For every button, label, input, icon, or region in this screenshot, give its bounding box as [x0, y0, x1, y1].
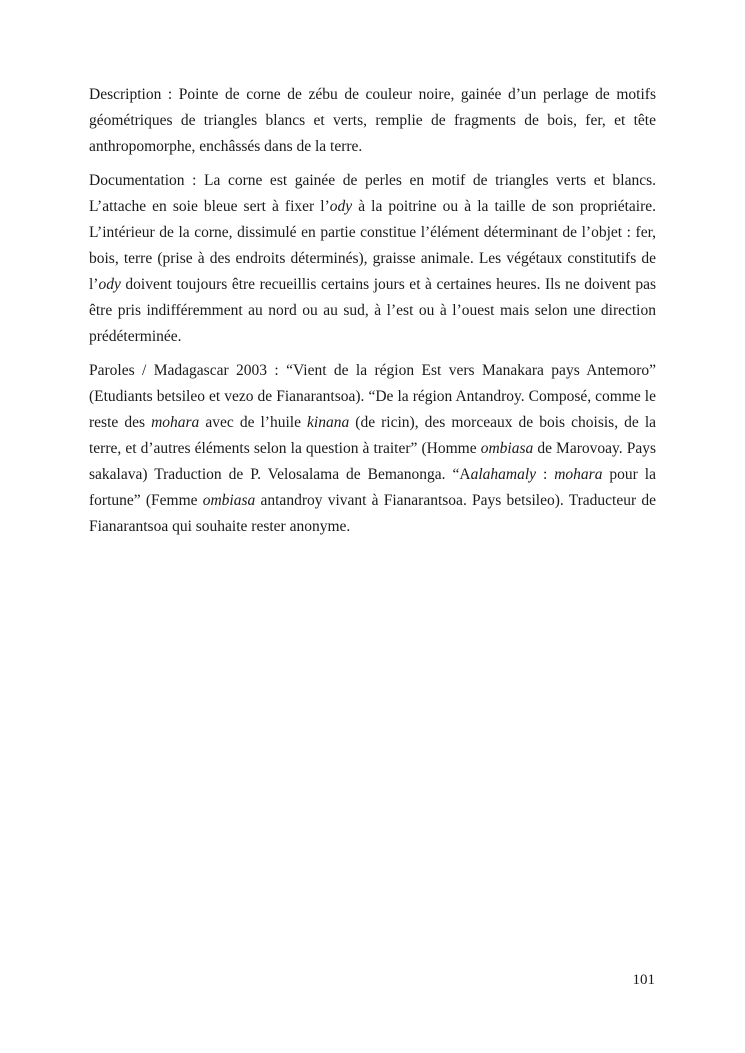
italic-term: alahamaly — [470, 466, 537, 483]
text-run: doivent toujours être recueillis certains jours et à certaines heures. Ils ne doivent pas être pris indifféremment au nord ou au sud, à l’est ou à l’ouest mais selon une direction prédéterminée. — [89, 276, 656, 345]
italic-term: kinana — [307, 414, 350, 431]
text-run: : — [536, 466, 555, 483]
italic-term: ombiasa — [480, 440, 534, 457]
text-run: de Marovoay. Pays sakalava) Traduction de P. Velosalama de Bemanonga. “A — [89, 440, 656, 483]
text-run: pour la fortune” (Femme — [89, 466, 656, 509]
paragraph-paroles — [89, 358, 656, 540]
text-run: (de ricin), des morceaux de bois choisis, de la terre, et d’autres éléments selon la question à traiter” (Homme — [89, 414, 657, 457]
page-number: 101 — [632, 972, 655, 988]
paragraph-documentation — [89, 168, 656, 350]
text-run: Description : Pointe de corne de zébu de couleur noire, gainée d’un perlage de motifs géométriques de triangles blancs et verts, remplie de fragments de bois, fer, et tête anthropomorphe, enchâssés dans de la terre. — [89, 86, 656, 155]
text-run: à la poitrine ou à la taille de son propriétaire. L’intérieur de la corne, dissimulé en partie constitue l’élément déterminant de l’objet : fer, bois, terre (prise à des endroits déterminés), graisse animale. Les végétaux constitutifs de l’ — [89, 198, 656, 293]
text-run: Paroles / Madagascar 2003 : “Vient de la région Est vers Manakara pays Antemoro” (Etudiants betsileo et vezo de Fianarantsoa). “De la région Antandroy. Composé, comme le reste des — [89, 362, 656, 431]
text-run: avec de l’huile — [199, 414, 308, 431]
document-body — [89, 82, 656, 548]
italic-term: ody — [98, 276, 121, 293]
text-run: antandroy vivant à Fianarantsoa. Pays betsileo). Traducteur de Fianarantsoa qui souhaite rester anonyme. — [89, 492, 656, 535]
italic-term: mohara — [151, 414, 200, 431]
paragraph-description — [89, 82, 656, 160]
text-run: Documentation : La corne est gainée de perles en motif de triangles verts et blancs. L’attache en soie bleue sert à fixer l’ — [89, 172, 656, 215]
italic-term: mohara — [554, 466, 603, 483]
italic-term: ody — [329, 198, 353, 215]
italic-term: ombiasa — [202, 492, 256, 509]
